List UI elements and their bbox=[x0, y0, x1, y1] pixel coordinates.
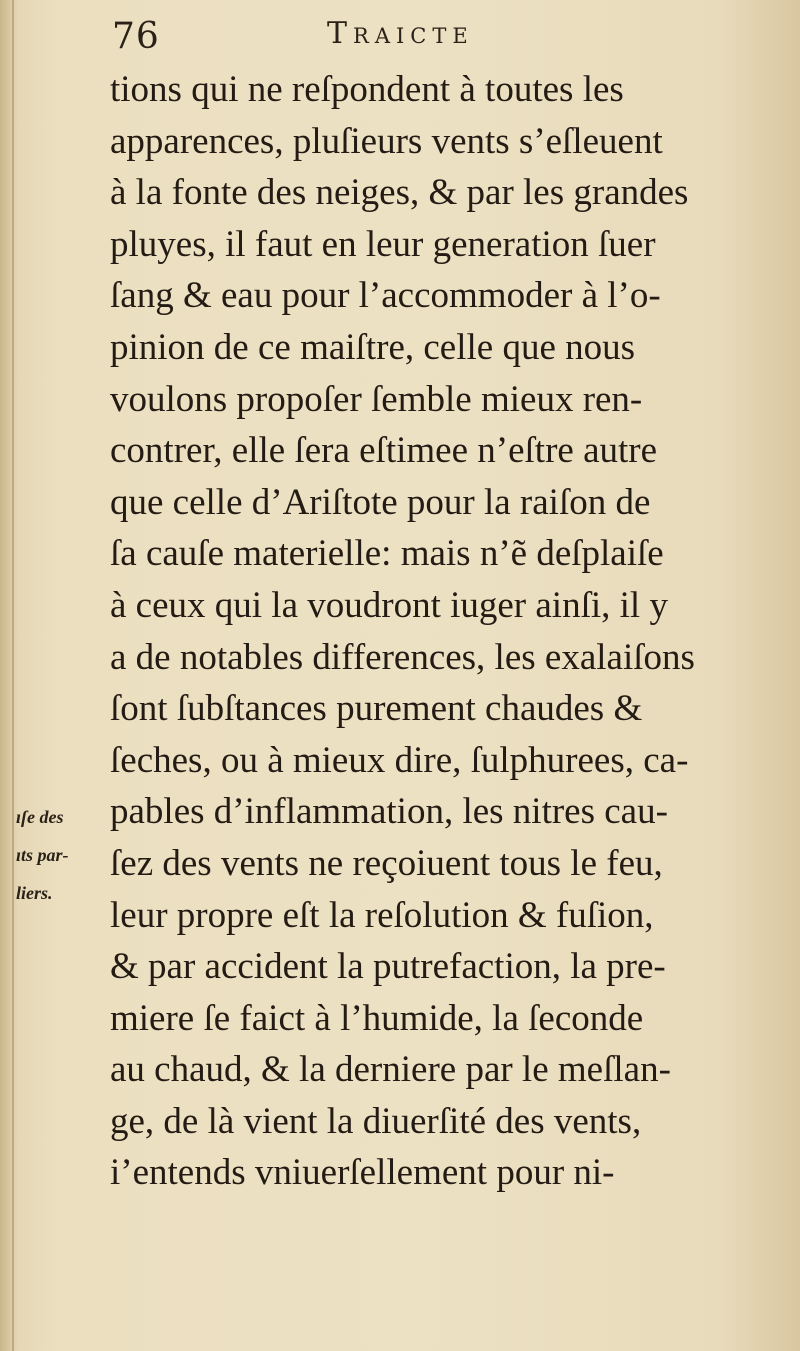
text-line: voulons propoſer ſemble mieux ren- bbox=[110, 378, 643, 420]
text-line: que celle d’Ariſtote pour la raiſon de bbox=[110, 481, 651, 523]
text-line: pinion de ce maiſtre, celle que nous bbox=[110, 326, 636, 368]
text-line: leur propre eſt la reſolution & fuſion, bbox=[110, 894, 654, 936]
margin-note-line: liers. bbox=[16, 883, 53, 903]
text-line: ſeches, ou à mieux dire, ſulphurees, ca- bbox=[110, 739, 689, 781]
text-line: ge, de là vient la diuerſité des vents, bbox=[110, 1100, 642, 1142]
running-title: Traicte bbox=[327, 16, 474, 51]
text-line: miere ſe faict à l’humide, la ſeconde bbox=[110, 997, 644, 1039]
text-line: à ceux qui la voudront iuger ainſi, il y bbox=[110, 584, 668, 626]
text-line: ſang & eau pour l’accommoder à l’o- bbox=[110, 275, 661, 317]
text-line: ſont ſubſtances purement chaudes & bbox=[110, 688, 643, 730]
page-number: 76 bbox=[112, 16, 160, 57]
text-line: & par accident la putrefaction, la pre- bbox=[110, 946, 666, 988]
margin-note-line: ıſe des bbox=[16, 807, 64, 827]
page-gutter bbox=[12, 0, 14, 1351]
text-line: pluyes, il faut en leur generation ſuer bbox=[110, 223, 656, 265]
text-line: i’entends vniuerſellement pour ni- bbox=[110, 1152, 615, 1194]
margin-note bbox=[16, 798, 96, 912]
margin-note-line: ıts par- bbox=[16, 845, 69, 865]
text-line: pables d’inflammation, les nitres cau- bbox=[110, 791, 668, 833]
text-line: a de notables differences, les exalaiſons bbox=[110, 636, 695, 678]
text-line: contrer, elle ſera eſtimee n’eſtre autre bbox=[110, 430, 658, 472]
text-line: au chaud, & la derniere par le meſlan- bbox=[110, 1049, 671, 1091]
text-line: tions qui ne reſpondent à toutes les bbox=[110, 69, 624, 110]
body-text bbox=[110, 64, 760, 1199]
text-line: apparences, pluſieurs vents s’eſleuent bbox=[110, 120, 663, 162]
text-line: ſez des vents ne reçoiuent tous le feu, bbox=[110, 842, 663, 884]
page-header bbox=[112, 10, 752, 60]
text-line: à la fonte des neiges, & par les grandes bbox=[110, 172, 689, 214]
text-line: ſa cauſe materielle: mais n’ẽ deſplaiſe bbox=[110, 533, 664, 575]
